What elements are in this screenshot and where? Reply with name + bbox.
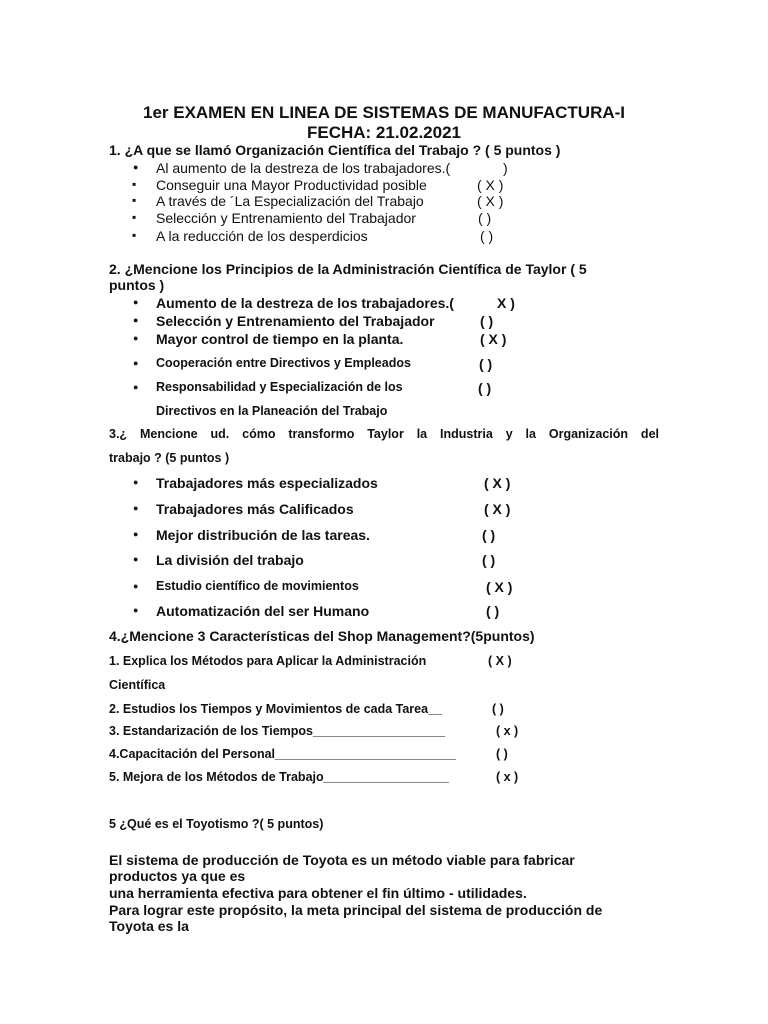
question-3-line-1: 3.¿ Mencione ud. cómo transformo Taylor la Industria y la Organización del [109,427,659,441]
q2-option-5: ● Responsabilidad y Especialización de los [156,380,403,394]
q3-option-2-mark: ( X ) [484,501,511,517]
q3-option-2: ● Trabajadores más Calificados [156,501,354,517]
q4-item-5-mark: ( x ) [496,770,519,784]
q2-option-3-mark: ( X ) [480,331,507,347]
q3-option-4: ● La división del trabajo [156,552,304,568]
question-2-line-1: 2. ¿Mencione los Principios de la Administración Científica de Taylor ( 5 [109,261,587,277]
q3-option-3: ● Mejor distribución de las tareas. [156,527,370,543]
q4-item-2: 2. Estudios los Tiempos y Movimientos de cada Tarea__ [109,702,442,716]
q1-option-1-mark: ) [503,160,508,176]
q1-option-4-mark: ( ) [478,210,492,226]
q4-item-4-mark: ( ) [496,747,508,761]
q3-option-1-mark: ( X ) [484,475,511,491]
q3-option-4-mark: ( ) [482,552,496,568]
q3-option-3-mark: ( ) [482,527,496,543]
q5-answer-line-3: una herramienta efectiva para obtener el fin último - utilidades. [109,885,527,901]
q1-option-3: ▪ A través de ´La Especialización del Trabajo [156,193,424,209]
q3-option-6-mark: ( ) [486,603,500,619]
q2-option-2: ● Selección y Entrenamiento del Trabajador [156,313,435,329]
q5-answer-line-4: Para lograr este propósito, la meta principal del sistema de producción de [109,902,603,918]
q1-option-5: ▪ A la reducción de los desperdicios [156,228,368,244]
question-2-line-2: puntos ) [109,277,165,293]
q3-option-1: ● Trabajadores más especializados [156,475,378,491]
exam-title: 1er EXAMEN EN LINEA DE SISTEMAS DE MANUFACTURA-I [142,103,626,122]
q4-item-1-mark: ( X ) [488,654,512,668]
q2-option-1-mark: X ) [497,295,515,311]
q4-item-3-mark: ( x ) [496,724,519,738]
q1-option-2-mark: ( X ) [477,177,504,193]
q2-option-2-mark: ( ) [480,313,494,329]
question-4: 4.¿Mencione 3 Características del Shop Management?(5puntos) [109,628,535,644]
question-1: 1. ¿A que se llamó Organización Científica del Trabajo ? ( 5 puntos ) [109,142,561,158]
q4-item-1-continued: Científica [109,678,166,692]
q4-item-4: 4.Capacitación del Personal__________________________ [109,747,456,761]
q2-option-3: ● Mayor control de tiempo en la planta. [156,331,403,347]
q3-option-5-mark: ( X ) [486,579,513,595]
q1-option-1: ● Al aumento de la destreza de los trabajadores.( [156,160,450,176]
question-5: 5 ¿Qué es el Toyotismo ?( 5 puntos) [109,817,324,831]
q4-item-3: 3. Estandarización de los Tiempos___________________ [109,724,446,738]
q1-option-3-mark: ( X ) [477,193,504,209]
q4-item-1: 1. Explica los Métodos para Aplicar la Administración [109,654,427,668]
q4-item-5: 5. Mejora de los Métodos de Trabajo__________________ [109,770,449,784]
q1-option-2: ▪ Conseguir una Mayor Productividad posible [156,177,427,193]
q3-option-6: ● Automatización del ser Humano [156,603,369,619]
q2-option-5-mark: ( ) [478,380,492,396]
q2-option-5-continued: Directivos en la Planeación del Trabajo [156,404,388,418]
exam-date: FECHA: 21.02.2021 [306,123,462,142]
q1-option-4: ▪ Selección y Entrenamiento del Trabajador [156,210,416,226]
q3-option-5: ● Estudio científico de movimientos [156,579,359,593]
q2-option-1: ● Aumento de la destreza de los trabajadores.( [156,295,454,311]
q5-answer-line-1: El sistema de producción de Toyota es un método viable para fabricar [109,852,575,868]
q5-answer-line-2: productos ya que es [109,868,246,884]
q5-answer-line-5: Toyota es la [109,918,189,934]
q2-option-4: ● Cooperación entre Directivos y Empleados [156,356,411,370]
question-3-line-2: trabajo ? (5 puntos ) [109,451,230,465]
q2-option-4-mark: ( ) [479,356,493,372]
q4-item-2-mark: ( ) [492,702,504,716]
q1-option-5-mark: ( ) [480,228,494,244]
